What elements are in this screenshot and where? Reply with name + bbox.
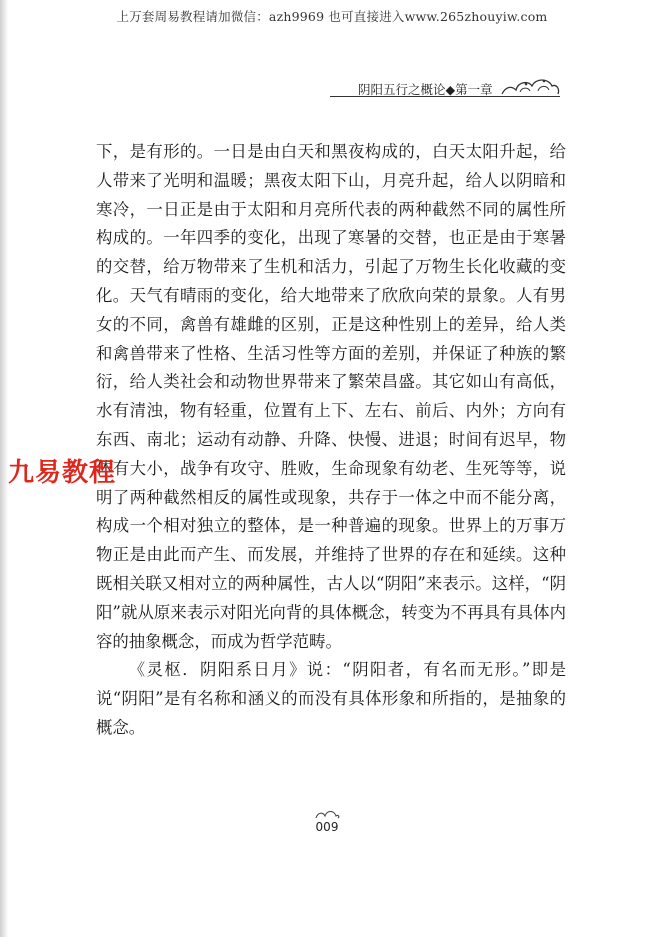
page-ornament-icon (314, 806, 340, 820)
running-header-title: 阴阳五行之概论◆第一章 (358, 82, 493, 97)
running-header (330, 72, 560, 102)
paragraph: 下，是有形的。一日是由白天和黑夜构成的，白天太阳升起，给人带来了光明和温暖；黑夜太阳下山，月亮升起，给人以阴暗和寒冷，一日正是由于太阳和月亮所代表的两种截然不同的属性所构成的。一年四季的变化，出现了寒暑的交替，也正是由于寒暑的交替，给万物带来了生机和活力，引起了万物生长化收藏的变化。天气有晴雨的变化，给大地带来了欣欣向荣的景象。人有男女的不同，禽兽有雄雌的区别，正是这种性别上的差异，给人类和禽兽带来了性格、生活习性等方面的差别，并保证了种族的繁衍，给人类社会和动物世界带来了繁荣昌盛。其它如山有高低，水有清浊，物有轻重，位置有上下、左右、前后、内外；方向有东西、南北；运动有动静、升降、快慢、进退；时间有迟早，物体有大小，战争有攻守、胜败，生命现象有幼老、生死等等，说明了两种截然相反的属性或现象，共存于一体之中而不能分离，构成一个相对独立的整体，是一种普遍的现象。世界上的万事万物正是由此而产生、而发展，并维持了世界的存在和延续。这种既相关联又相对立的两种属性，古人以“阴阳”来表示。这样，“阴阳”就从原来表示对阳光向背的具体概念，转变为不再具有具体内容的抽象概念，而成为哲学范畴。 (96, 142, 566, 651)
body-text (96, 138, 566, 743)
top-notice: 上万套周易教程请加微信：azh9969 也可直接进入www.265zhouyiw.com (116, 9, 548, 24)
paragraph: 《灵枢．阴阳系日月》说：“阴阳者，有名而无形。”即是说“阴阳”是有名称和涵义的而没有具体形象和所指的，是抽象的概念。 (96, 660, 566, 737)
page-number: 009 (315, 820, 339, 834)
cloud-ornament-icon (498, 72, 560, 96)
scan-edge-shadow (0, 0, 8, 937)
watermark-logo: 九易教程 (8, 458, 117, 488)
header-rule (330, 96, 560, 97)
